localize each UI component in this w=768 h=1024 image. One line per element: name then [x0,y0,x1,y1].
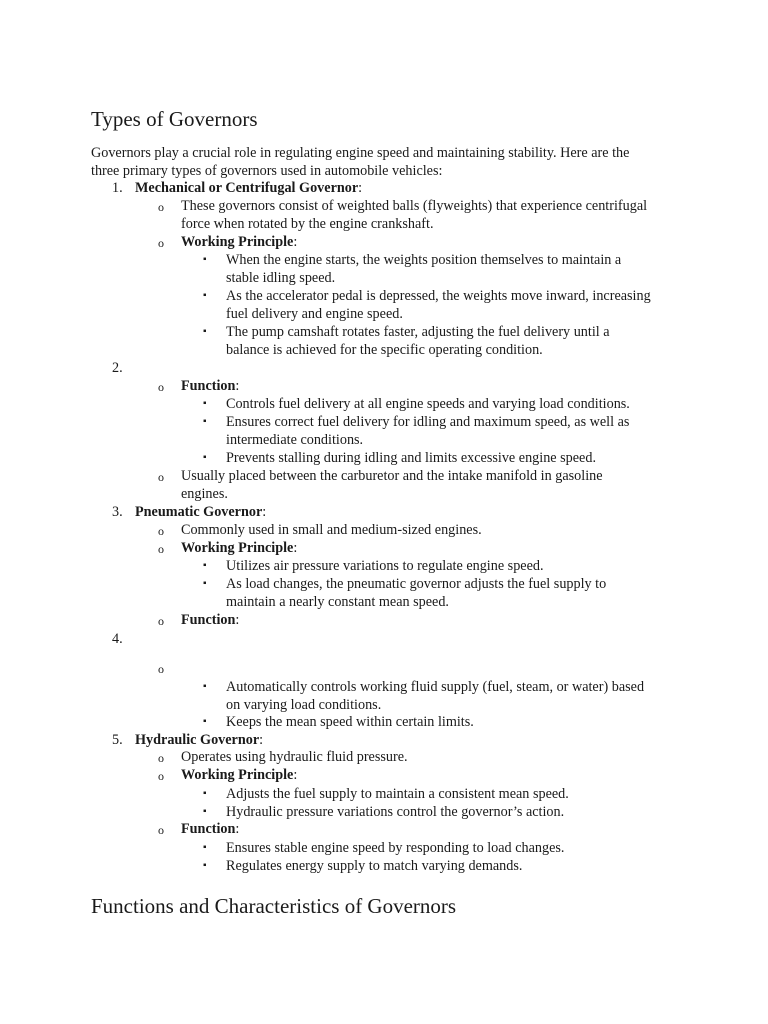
list-item-continuation: stable idling speed. [226,270,336,286]
function-label: Function [181,378,236,394]
list-item: Controls fuel delivery at all engine speeds and varying load conditions. [226,396,630,412]
circle-bullet: o [158,614,164,628]
list-item-continuation: maintain a nearly constant mean speed. [226,594,449,610]
circle-bullet: o [158,380,164,394]
list-number-2: 2. [112,360,123,376]
square-bullet: ▪ [203,788,207,799]
circle-bullet: o [158,542,164,556]
list-item: Operates using hydraulic fluid pressure. [181,749,408,765]
colon: : [358,180,363,196]
square-bullet: ▪ [203,398,207,409]
intro-line-1: Governors play a crucial role in regulating engine speed and maintaining stability. Here are the [91,145,630,161]
list-item: Ensures correct fuel delivery for idling and maximum speed, as well as [226,414,630,430]
list-item-continuation: fuel delivery and engine speed. [226,306,403,322]
square-bullet: ▪ [203,806,207,817]
list-item: As the accelerator pedal is depressed, the weights move inward, increasing [226,288,651,304]
list-item-continuation: force when rotated by the engine crankshaft. [181,216,434,232]
list-number-1: 1. [112,180,123,196]
colon: : [235,612,240,628]
colon: : [235,378,240,394]
circle-bullet: o [158,524,164,538]
list-item-continuation: intermediate conditions. [226,432,364,448]
colon: : [293,540,298,556]
list-item: The pump camshaft rotates faster, adjusting the fuel delivery until a [226,324,610,340]
list-item: Prevents stalling during idling and limits excessive engine speed. [226,450,596,466]
list-item: Ensures stable engine speed by responding to load changes. [226,840,565,856]
list-number-4: 4. [112,631,123,647]
list-item-continuation: engines. [181,486,228,502]
list-item: Adjusts the fuel supply to maintain a consistent mean speed. [226,786,569,802]
colon: : [293,767,298,783]
list-number-3: 3. [112,504,123,520]
square-bullet: ▪ [203,842,207,853]
list-item: As load changes, the pneumatic governor adjusts the fuel supply to [226,576,607,592]
colon: : [235,821,240,837]
list-number-5: 5. [112,732,123,748]
list-item: When the engine starts, the weights position themselves to maintain a [226,252,622,268]
square-bullet: ▪ [203,416,207,427]
square-bullet: ▪ [203,681,207,692]
list-item: Usually placed between the carburetor and the intake manifold in gasoline [181,468,603,484]
square-bullet: ▪ [203,452,207,463]
list-item: Keeps the mean speed within certain limits. [226,714,474,730]
list-item: Utilizes air pressure variations to regulate engine speed. [226,558,544,574]
list-item: These governors consist of weighted balls (flyweights) that experience centrifugal [181,198,648,214]
mechanical-governor-title: Mechanical or Centrifugal Governor [135,180,359,196]
colon: : [259,732,264,748]
function-line [181,820,239,838]
working-principle-line [181,766,297,784]
item-3-title-line [135,503,266,521]
heading-functions-and-characteristics: Functions and Characteristics of Governors [91,894,457,918]
item-5-title-line [135,731,263,749]
list-item-continuation: on varying load conditions. [226,697,382,713]
list-item-continuation: balance is achieved for the specific operating condition. [226,342,543,358]
list-item: Automatically controls working fluid supply (fuel, steam, or water) based [226,679,645,695]
working-principle-line [181,539,297,557]
working-principle-label: Working Principle [181,540,294,556]
list-item: Regulates energy supply to match varying demands. [226,858,523,874]
colon: : [293,234,298,250]
heading-types-of-governors: Types of Governors [91,107,258,131]
circle-bullet: o [158,200,164,214]
square-bullet: ▪ [203,326,207,337]
circle-bullet: o [158,470,164,484]
colon: : [262,504,267,520]
square-bullet: ▪ [203,560,207,571]
intro-line-2: three primary types of governors used in automobile vehicles: [91,163,443,179]
hydraulic-governor-title: Hydraulic Governor [135,732,260,748]
circle-bullet: o [158,769,164,783]
function-line [181,377,239,395]
square-bullet: ▪ [203,290,207,301]
function-label: Function [181,612,236,628]
square-bullet: ▪ [203,578,207,589]
circle-bullet: o [158,662,164,676]
circle-bullet: o [158,823,164,837]
square-bullet: ▪ [203,254,207,265]
working-principle-label: Working Principle [181,234,294,250]
function-line [181,611,239,629]
circle-bullet: o [158,236,164,250]
item-1-title-line [135,179,362,197]
circle-bullet: o [158,751,164,765]
square-bullet: ▪ [203,716,207,727]
list-item: Commonly used in small and medium-sized engines. [181,522,482,538]
function-label: Function [181,821,236,837]
list-item: Hydraulic pressure variations control the governor’s action. [226,804,565,820]
working-principle-label: Working Principle [181,767,294,783]
square-bullet: ▪ [203,860,207,871]
pneumatic-governor-title: Pneumatic Governor [135,504,263,520]
working-principle-line [181,233,297,251]
